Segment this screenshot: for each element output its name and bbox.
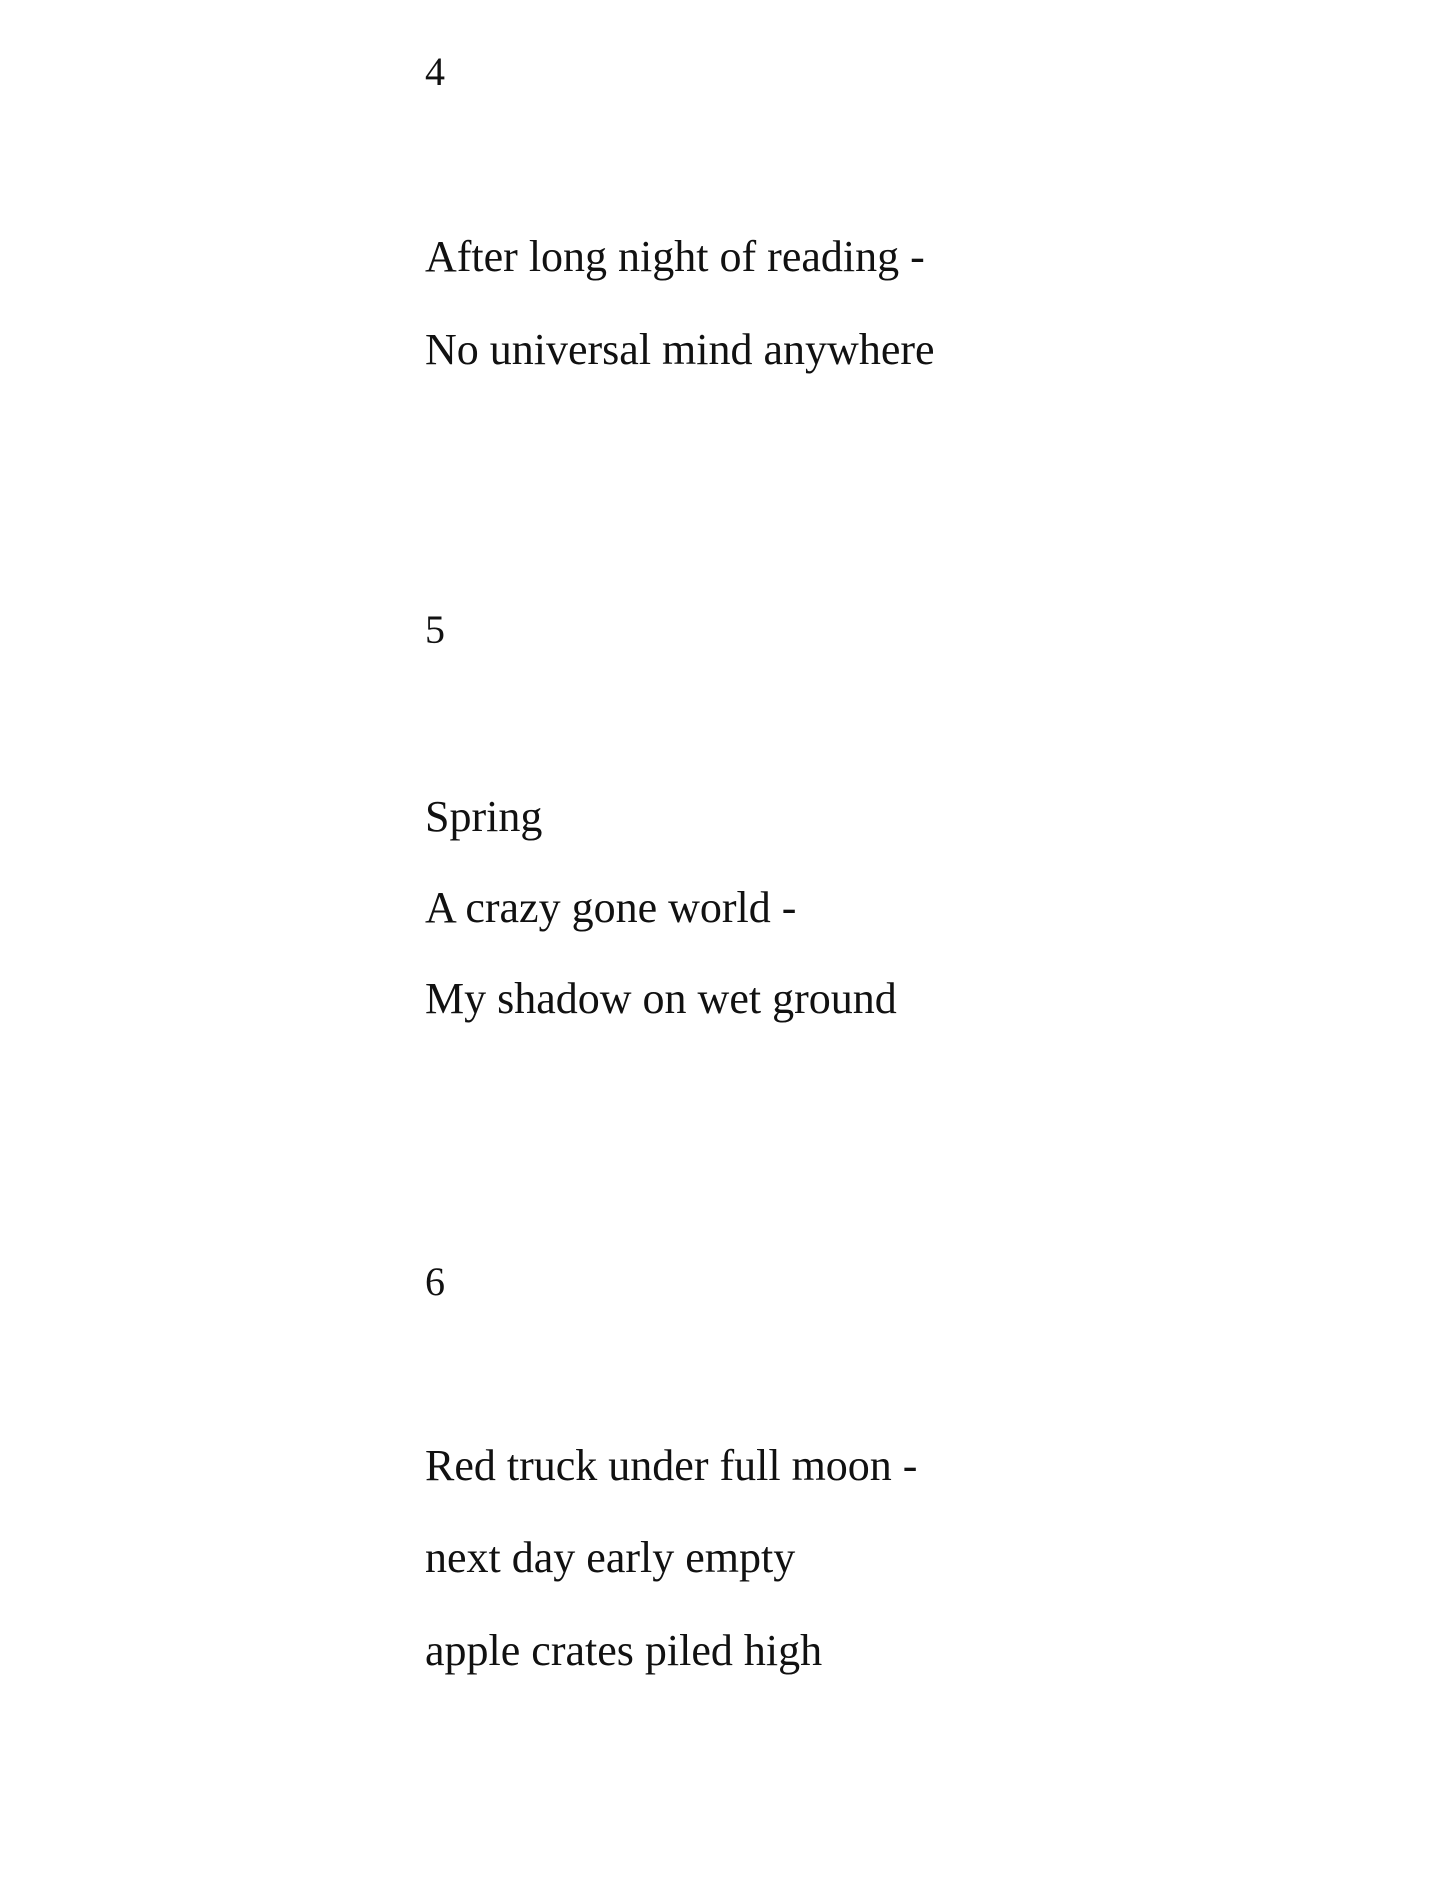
poem-number: 5: [425, 607, 445, 652]
poem-line: Spring: [425, 792, 543, 841]
poem-line: apple crates piled high: [425, 1626, 823, 1675]
poem-number: 6: [425, 1259, 445, 1304]
poem-line: A crazy gone world -: [425, 883, 797, 932]
poem-number: 4: [425, 49, 445, 94]
poem-line: My shadow on wet ground: [425, 974, 897, 1023]
poem-line: After long night of reading -: [425, 232, 925, 281]
poem-line: next day early empty: [425, 1533, 796, 1582]
poem-line: No universal mind anywhere: [425, 325, 935, 374]
poem-line: Red truck under full moon -: [425, 1441, 918, 1490]
